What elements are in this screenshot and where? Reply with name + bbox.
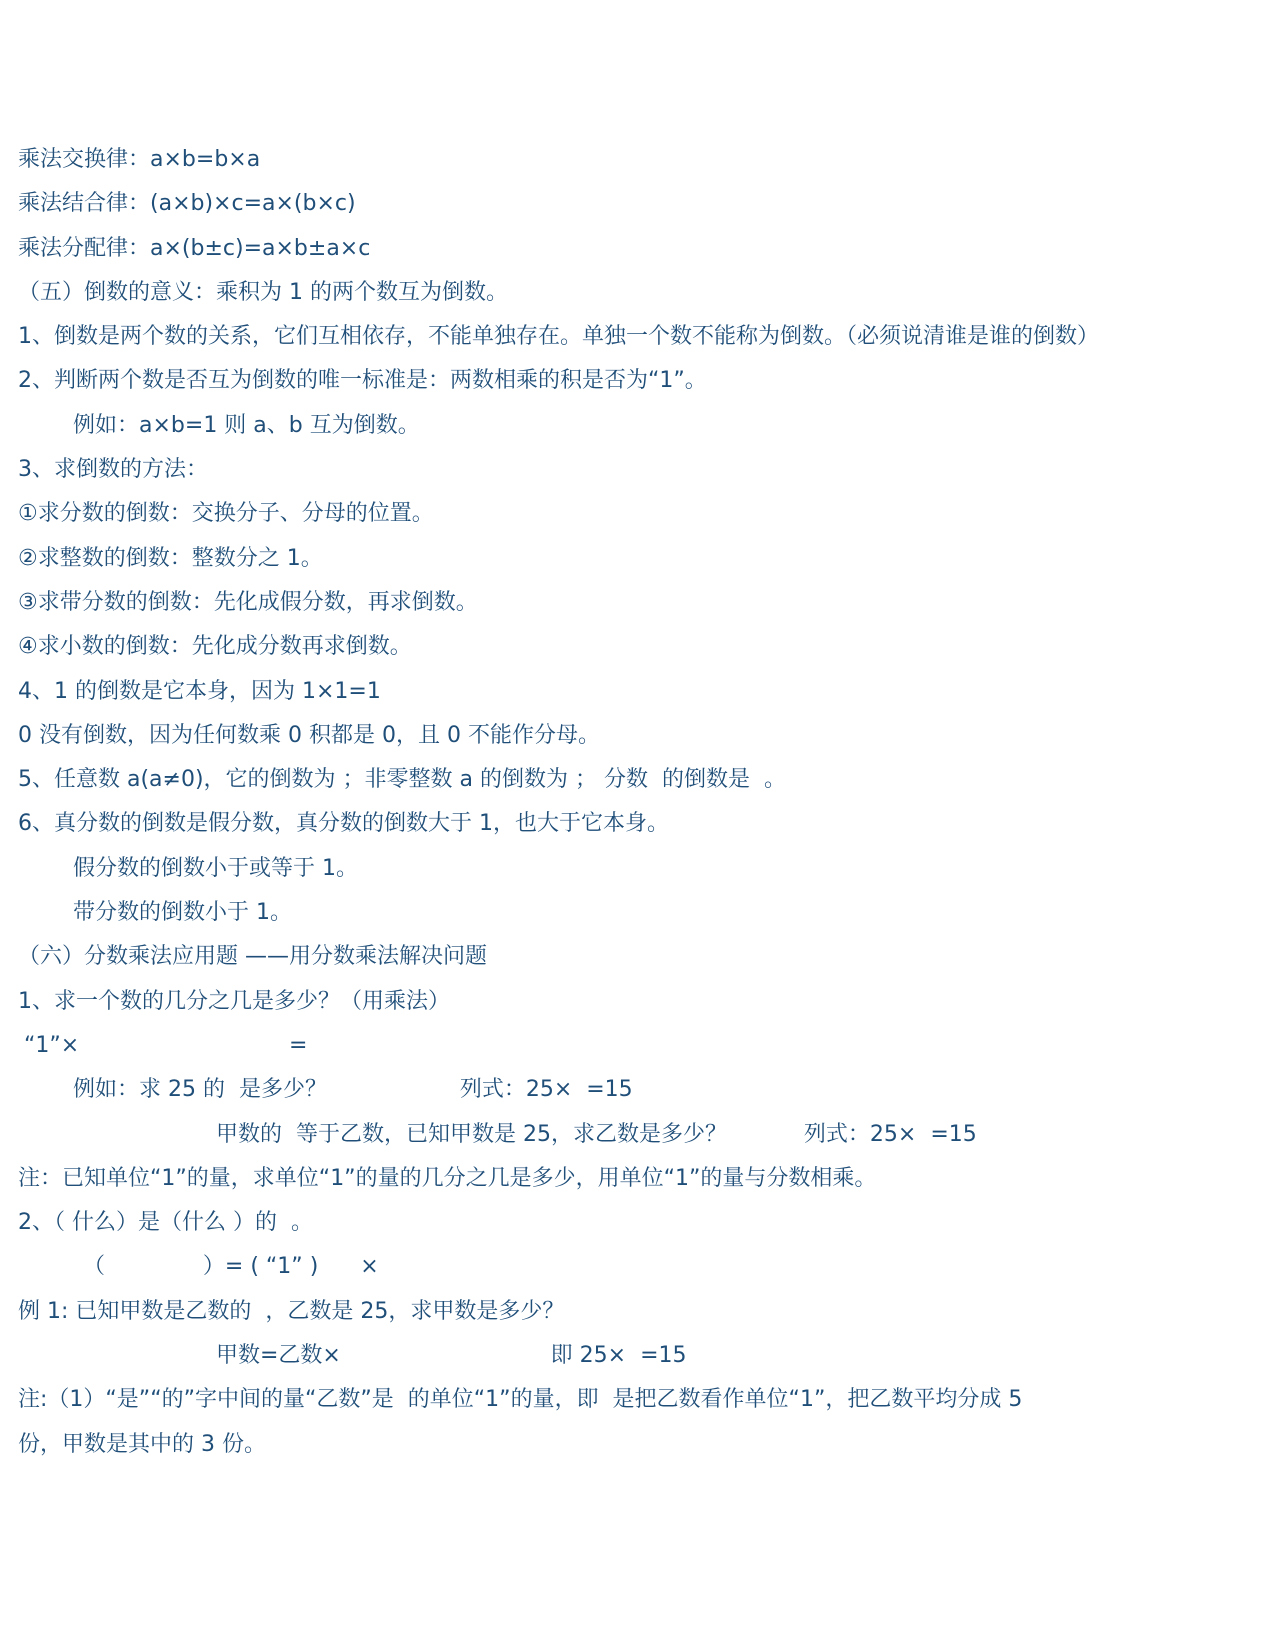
section-heading: （六）分数乘法应用题 ——用分数乘法解决问题 <box>18 944 487 970</box>
text-line: ④求小数的倒数：先化成分数再求倒数。 <box>18 634 412 660</box>
text-line: 乘法结合律：(a×b)×c=a×(b×c) <box>18 191 356 217</box>
text-line: ③求带分数的倒数：先化成假分数，再求倒数。 <box>18 589 478 615</box>
text-line: 2、判断两个数是否互为倒数的唯一标准是：两数相乘的积是否为“1”。 <box>18 368 707 394</box>
text-line: 1、求一个数的几分之几是多少？（用乘法） <box>18 988 450 1014</box>
text-line: 假分数的倒数小于或等于 1。 <box>73 855 358 881</box>
text-line: 6、真分数的倒数是假分数，真分数的倒数大于 1，也大于它本身。 <box>18 811 669 837</box>
text-line: 乘法分配律：a×(b±c)=a×b±a×c <box>18 235 371 261</box>
text-line: 3、求倒数的方法： <box>18 457 208 483</box>
text-line: 带分数的倒数小于 1。 <box>73 900 292 926</box>
formula-line: 甲数=乙数× 即 25× =15 <box>216 1343 687 1369</box>
note-line: 份，甲数是其中的 3 份。 <box>18 1431 266 1457</box>
text-line: 2、（ 什么）是（什么 ）的 。 <box>18 1210 313 1236</box>
text-line: 5、任意数 a(a≠0)，它的倒数为 ；非零整数 a 的倒数为 ； 分数 的倒数是 。 <box>18 767 786 793</box>
example-line: 例如：a×b=1 则 a、b 互为倒数。 <box>73 412 420 438</box>
text-line: 0 没有倒数，因为任何数乘 0 积都是 0，且 0 不能作分母。 <box>18 722 600 748</box>
text-line: 乘法交换律：a×b=b×a <box>18 147 261 172</box>
document-body <box>18 138 1258 1467</box>
note-line: 注:（1）“是”“的”字中间的量“乙数”是 的单位“1”的量，即 是把乙数看作单位“1”，把乙数平均分成 5 <box>18 1387 1023 1413</box>
section-heading: （五）倒数的意义：乘积为 1 的两个数互为倒数。 <box>18 279 508 305</box>
text-line: ②求整数的倒数：整数分之 1。 <box>18 545 323 571</box>
example-line: 例如：求 25 的 是多少？ 列式：25× =15 <box>73 1077 633 1103</box>
formula-line: （ ）= ( “1” ) × <box>83 1254 379 1280</box>
text-line: 4、1 的倒数是它本身，因为 1×1=1 <box>18 678 381 704</box>
text-line: ①求分数的倒数：交换分子、分母的位置。 <box>18 501 434 527</box>
example-line: 例 1: 已知甲数是乙数的 ，乙数是 25，求甲数是多少？ <box>18 1298 565 1324</box>
note-line: 注：已知单位“1”的量，求单位“1”的量的几分之几是多少，用单位“1”的量与分数相乘。 <box>18 1165 877 1191</box>
formula-line: “1”× = <box>24 1032 308 1058</box>
text-line: 1、倒数是两个数的关系，它们互相依存，不能单独存在。单独一个数不能称为倒数。（必须说清谁是谁的倒数） <box>18 324 1100 350</box>
example-line: 甲数的 等于乙数，已知甲数是 25，求乙数是多少？ 列式：25× =15 <box>216 1121 977 1147</box>
